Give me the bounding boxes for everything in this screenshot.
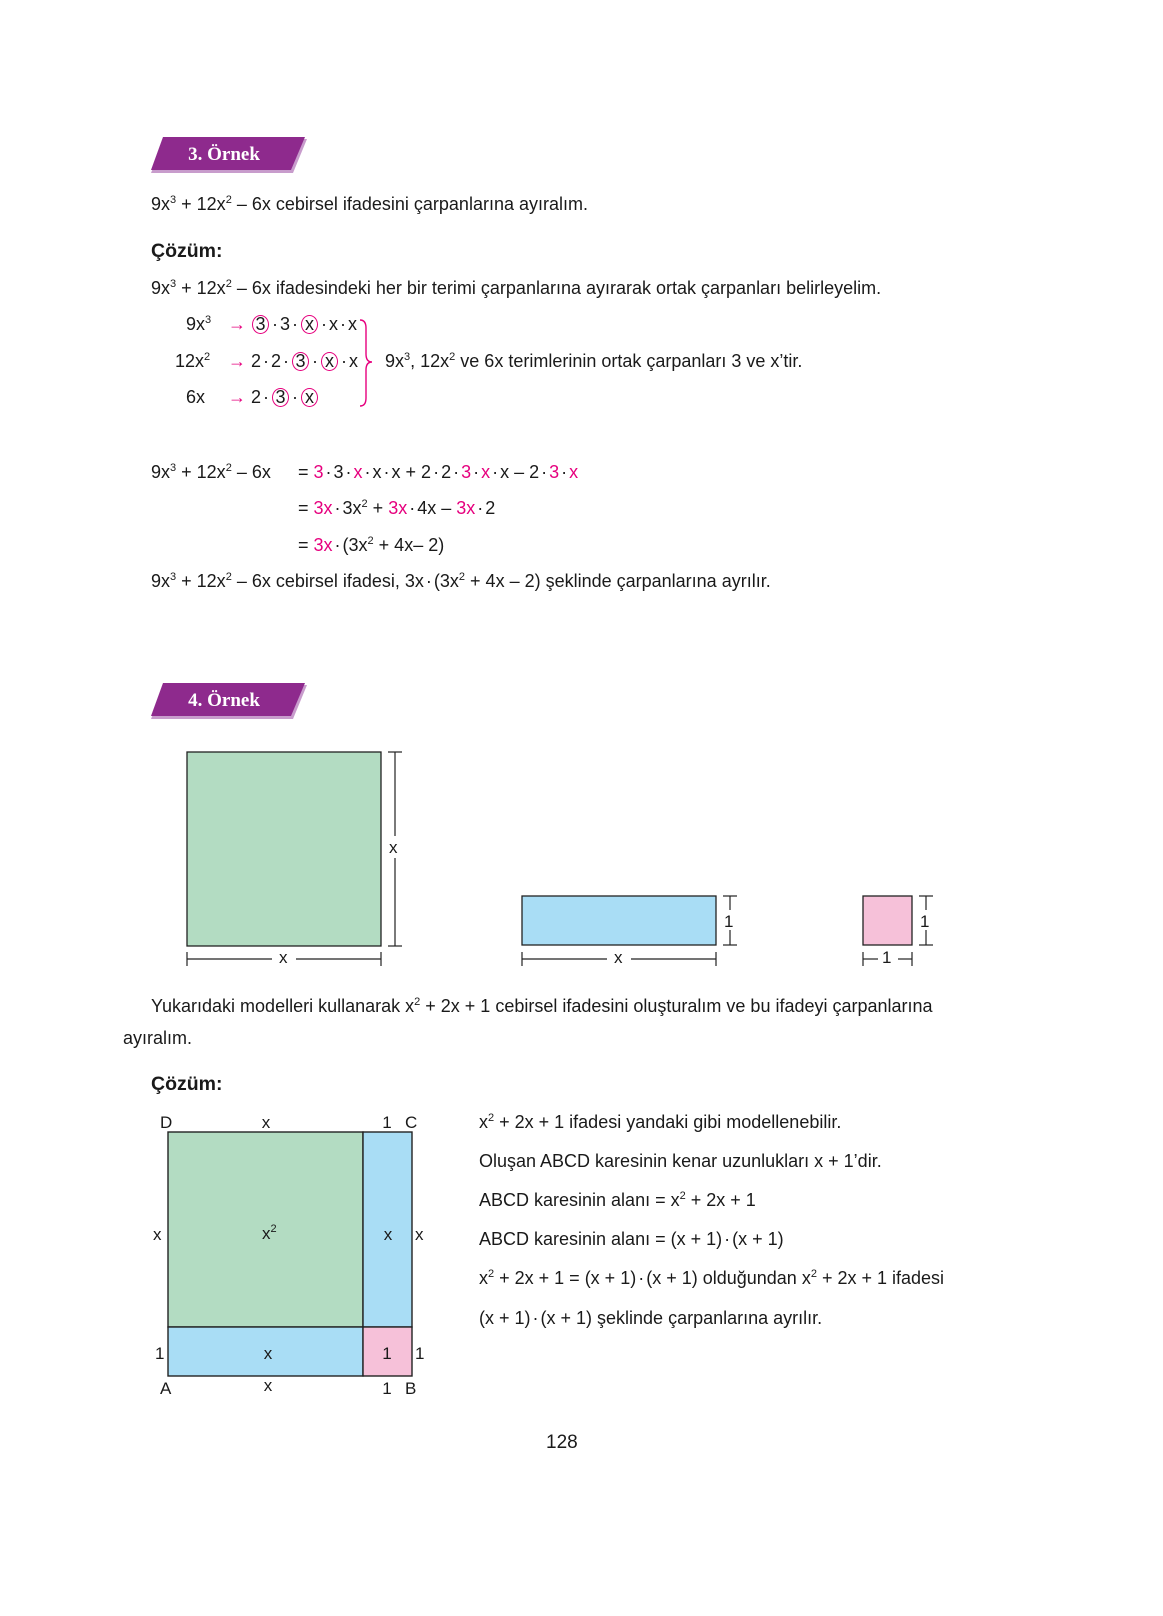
example-4-label xyxy=(151,683,307,719)
x-rect-width-label: x xyxy=(614,948,623,967)
explanation-line-6: (x + 1) · (x + 1) şeklinde çarpanlarına ayrılır. xyxy=(479,1308,823,1328)
term-9x3: $9x^3$ xyxy=(186,314,212,334)
derivation-step-2: = $3x \cdot 3x^2 + 3x \cdot 4x - 3x \cdot 2$ xyxy=(298,498,496,518)
explanation-line-5: $x^2 + 2x + 1 = (x + 1) \cdot (x + 1)$ olduğundan $x^2 + 2x + 1$ ifadesi xyxy=(479,1268,945,1288)
algebra-tile-models xyxy=(170,740,950,975)
example-4-problem-line1: Yukarıdaki modelleri kullanarak $x^2 + 2x + 1$ cebirsel ifadesini oluşturalım ve bu ifadeyi çarpanlarına xyxy=(151,996,933,1016)
explanation-line-4: ABCD karesinin alanı = (x + 1) · (x + 1) xyxy=(479,1229,784,1249)
explanation-line-1: $x^2 + 2x + 1$ ifadesi yandaki gibi modellenebilir. xyxy=(479,1112,842,1132)
page-number: 128 xyxy=(546,1432,578,1453)
corner-a: A xyxy=(160,1379,172,1398)
example-4-solution-title: Çözüm: xyxy=(151,1073,223,1095)
x-rect-tile xyxy=(522,896,716,945)
cell-x2-label: $x^2$ xyxy=(262,1223,277,1243)
term-6x: 6x xyxy=(186,387,206,407)
common-factor-note: $9x^3$, $12x^2$ ve 6x terimlerinin ortak çarpanları 3 ve x’tir. xyxy=(385,351,803,371)
corner-b: B xyxy=(405,1379,417,1398)
corner-c: C xyxy=(405,1113,418,1132)
example-3-conclusion: $9x^3 + 12x^2 - 6x$ cebirsel ifadesi, $3x \cdot (3x^2 + 4x - 2)$ şeklinde çarpanlarına ayrılır. xyxy=(151,571,771,591)
right-x-label: x xyxy=(415,1225,424,1244)
example-4-problem-line2: ayıralım. xyxy=(123,1028,193,1048)
left-1-label: 1 xyxy=(155,1344,165,1363)
right-1-label: 1 xyxy=(415,1344,425,1363)
x-square-tile xyxy=(187,752,381,946)
unit-square-height-label: 1 xyxy=(920,912,930,931)
term-12x2: $12x^2$ xyxy=(175,351,211,371)
cell-unit-label: 1 xyxy=(382,1344,392,1363)
factors-9x3: → 3 · 3 · x · x · x xyxy=(228,314,358,334)
top-1-label: 1 xyxy=(382,1113,392,1132)
x-square-height-label: x xyxy=(389,838,398,857)
example-4-label-text: 4. Örnek xyxy=(188,690,260,711)
bottom-1-label: 1 xyxy=(382,1379,392,1398)
derivation-left: $9x^3 + 12x^2 - 6x$ xyxy=(151,462,271,482)
x-square-width-label: x xyxy=(279,948,288,967)
top-x-label: x xyxy=(261,1113,271,1132)
derivation-step-1: = 3 · 3 · x · x · x + 2 · 2 · 3 · x · x – 2 · 3 · x xyxy=(298,462,579,482)
corner-d: D xyxy=(160,1113,173,1132)
left-x-label: x xyxy=(153,1225,162,1244)
derivation-step-3: = $3x \cdot (3x^2 + 4x-$ 2) xyxy=(298,535,445,555)
example-3-problem: $9x^3 + 12x^2 - 6x$ cebirsel ifadesini çarpanlarına ayıralım. xyxy=(151,194,588,214)
abcd-square-diagram xyxy=(160,1125,420,1385)
cell-right-x-label: x xyxy=(383,1225,393,1244)
example-3-label xyxy=(151,137,307,173)
factors-12x2: → 2 · 2 · 3 · x · x xyxy=(228,351,359,371)
explanation-line-3: ABCD karesinin alanı = $x^2 + 2x + 1$ xyxy=(479,1190,756,1210)
bottom-x-label: x xyxy=(263,1376,273,1395)
cell-bottom-x-label: x xyxy=(263,1344,273,1363)
example-3-label-text: 3. Örnek xyxy=(188,144,260,165)
unit-square-width-label: 1 xyxy=(882,948,892,967)
explanation-line-2: Oluşan ABCD karesinin kenar uzunlukları x + 1’dir. xyxy=(479,1151,882,1171)
example-3-intro: $9x^3 + 12x^2 - 6x$ ifadesindeki her bir terimi çarpanlarına ayırarak ortak çarpanları belirleyelim. xyxy=(151,278,882,298)
factors-6x: → 2 · 3 · x xyxy=(228,387,319,408)
curly-brace xyxy=(356,318,376,408)
x-rect-height-label: 1 xyxy=(724,912,734,931)
unit-square-tile xyxy=(863,896,912,945)
example-3-solution-title: Çözüm: xyxy=(151,240,223,262)
